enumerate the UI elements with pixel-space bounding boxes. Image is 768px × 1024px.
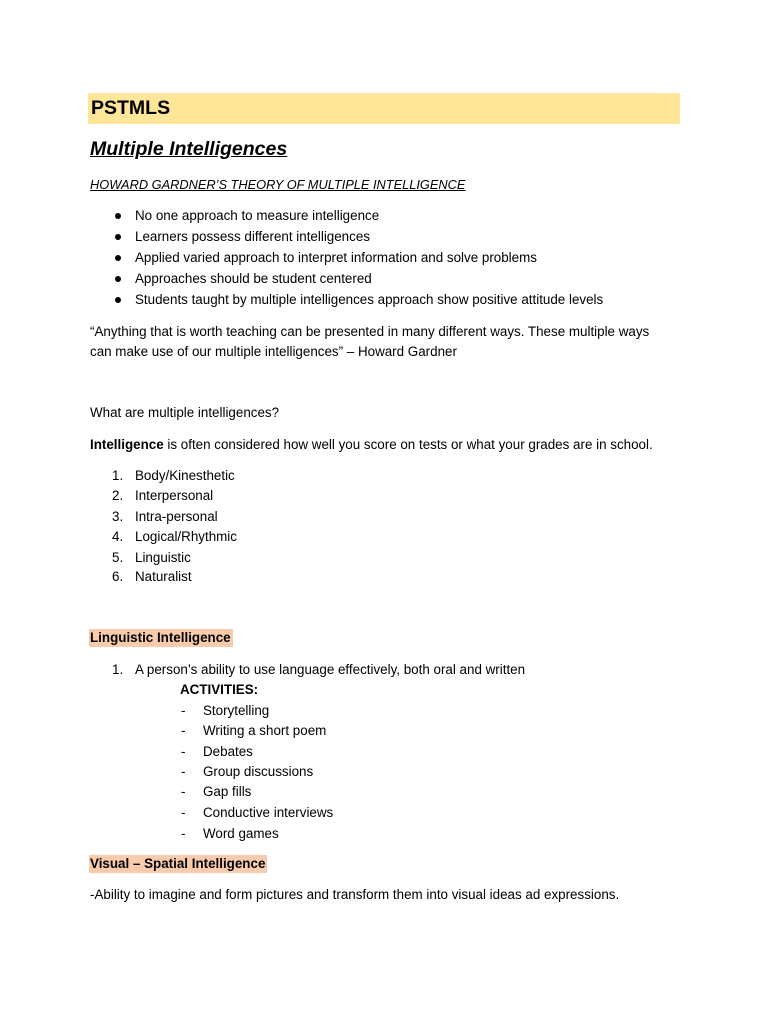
dash-marker: - [181, 723, 186, 738]
intelligence-definition [90, 435, 653, 455]
banner-title: PSTMLS [91, 97, 171, 119]
dash-marker: - [181, 826, 186, 841]
list-item: Interpersonal [135, 488, 214, 503]
dash-marker: - [181, 703, 186, 718]
list-item: Linguistic [135, 550, 191, 565]
definition-body: is often considered how well you score on tests or what your grades are in school. [163, 437, 653, 452]
list-number: 3. [112, 509, 124, 524]
list-number: 6. [112, 569, 124, 584]
dash-marker: - [181, 784, 186, 799]
list-item: Debates [203, 744, 253, 759]
list-item: Applied varied approach to interpret information and solve problems [135, 250, 537, 265]
quote-line-1: “Anything that is worth teaching can be presented in many different ways. These multiple ways [90, 324, 650, 339]
bullet-dot [115, 255, 121, 261]
bullet-dot [115, 276, 121, 282]
list-number: 1. [112, 662, 124, 677]
visual-spatial-heading [89, 854, 267, 874]
question-text: What are multiple intelligences? [90, 405, 280, 420]
header-banner [88, 93, 680, 124]
list-item: Writing a short poem [203, 723, 327, 738]
activities-label: ACTIVITIES: [180, 682, 259, 697]
list-item: Conductive interviews [203, 805, 334, 820]
page-title: Multiple Intelligences [90, 138, 288, 160]
list-number: 1. [112, 468, 124, 483]
list-number: 5. [112, 550, 124, 565]
list-item: Students taught by multiple intelligences approach show positive attitude levels [135, 292, 604, 307]
list-item: Storytelling [203, 703, 270, 718]
visual-spatial-description: -Ability to imagine and form pictures and transform them into visual ideas ad expressions. [90, 887, 620, 902]
bullet-dot [115, 234, 121, 240]
list-item: No one approach to measure intelligence [135, 208, 380, 223]
visual-spatial-heading-label: Visual – Spatial Intelligence [90, 856, 266, 871]
list-item: Gap fills [203, 784, 252, 799]
list-item: Body/Kinesthetic [135, 468, 235, 483]
dash-marker: - [181, 805, 186, 820]
section-subheading: HOWARD GARDNER’S THEORY OF MULTIPLE INTELLIGENCE [90, 177, 466, 192]
definition-term: Intelligence [90, 437, 164, 452]
dash-marker: - [181, 744, 186, 759]
linguistic-heading [89, 628, 233, 648]
list-item: Word games [203, 826, 279, 841]
list-item: Intra-personal [135, 509, 218, 524]
list-item: Naturalist [135, 569, 192, 584]
linguistic-description: A person’s ability to use language effectively, both oral and written [135, 662, 526, 677]
bullet-dot [115, 297, 121, 303]
list-item: Approaches should be student centered [135, 271, 372, 286]
list-number: 2. [112, 488, 124, 503]
list-number: 4. [112, 529, 124, 544]
dash-marker: - [181, 764, 186, 779]
list-item: Logical/Rhythmic [135, 529, 237, 544]
linguistic-heading-label: Linguistic Intelligence [90, 630, 231, 645]
bullet-dot [115, 213, 121, 219]
list-item: Learners possess different intelligences [135, 229, 370, 244]
quote-line-2: can make use of our multiple intelligences” – Howard Gardner [90, 344, 457, 359]
list-item: Group discussions [203, 764, 314, 779]
